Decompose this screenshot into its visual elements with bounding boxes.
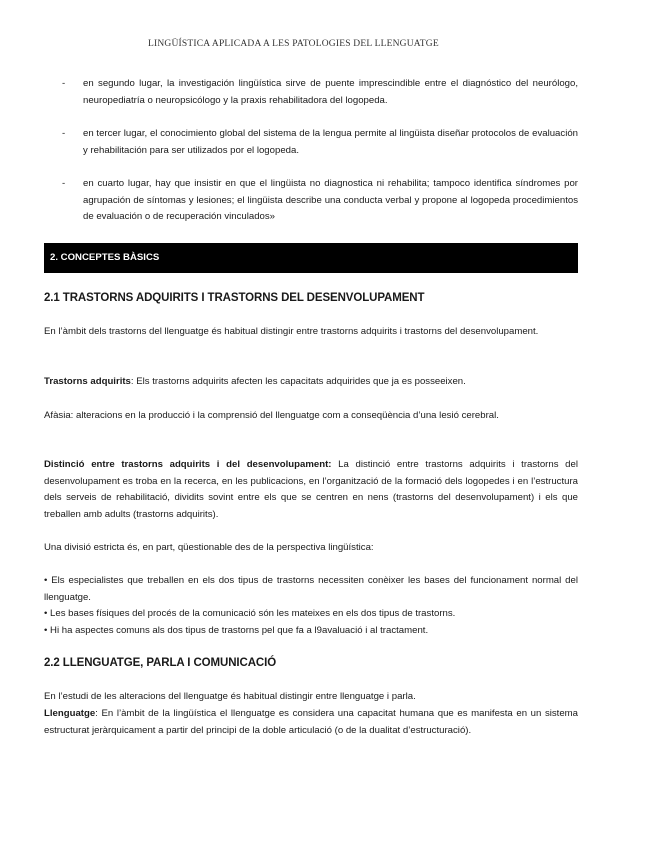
aphasia-paragraph: Afàsia: alteracions en la producció i la comprensió del llenguatge com a conseqüència d’una lesió cerebral. xyxy=(44,410,499,421)
acquired-label: Trastorns adquirits xyxy=(44,376,131,387)
list-item-text: en cuarto lugar, hay que insistir en que el lingüista no diagnostica ni rehabilita; tampoco identifica síndromes por agrupación de síntomas y lesiones; el lingüista describe una conducta verbal y propone al logopeda procedimientos de evaluación o de recuperación vinculados» xyxy=(83,178,578,222)
dash-marker: - xyxy=(62,178,66,189)
bullet-item: • Els especialistes que treballen en els dos tipus de trastorns necessiten conèixer les bases del funcionament normal del llenguatge. xyxy=(44,575,578,603)
acquired-paragraph xyxy=(44,374,578,391)
bullet-item: • Hi ha aspectes comuns als dos tipus de trastorns pel que fa a l9avaluació i al tractament. xyxy=(44,624,429,636)
list-item-text: en segundo lugar, la investigación lingüística sirve de puente imprescindible entre el diagnóstico del neurólogo, neuropediatría o neuropsicólogo y la praxis rehabilitadora del logopeda. xyxy=(83,78,578,106)
list-item xyxy=(44,176,578,226)
distinction-paragraph xyxy=(44,457,578,523)
intro-paragraph: En l’àmbit dels trastorns del llenguatge és habitual distingir entre trastorns adquirits i trastorns del desenvolupament. xyxy=(44,326,539,337)
list-item-text: en tercer lugar, el conocimiento global del sistema de la lengua permite al lingüista diseñar protocolos de evaluación y rehabilitación para ser utilizados por el logopeda. xyxy=(83,128,578,156)
distinction-text: La distinció entre trastorns adquirits i trastorns del desenvolupament es troba en la recerca, en les publicacions, en l’organització de la formació dels logopedes i en l’estructura dels serveis de rehabilitació, dividits sovint entre els que se centren en nens (trastorns del desenvolupament) i els que treballen amb adults (trastorns adquirits). xyxy=(44,459,578,520)
list-item xyxy=(44,76,578,109)
speech-intro-paragraph: En l’estudi de les alteracions del llenguatge és habitual distingir entre llenguatge i parla. xyxy=(44,691,416,702)
subsection-heading-2-1: 2.1 TRASTORNS ADQUIRITS I TRASTORNS DEL DESENVOLUPAMENT xyxy=(44,292,425,304)
bullet-item: • Les bases físiques del procés de la comunicació són les mateixes en els dos tipus de trastorns. xyxy=(44,608,456,619)
distinction-label: Distinció entre trastorns adquirits i del desenvolupament: xyxy=(44,459,332,470)
dash-marker: - xyxy=(62,128,66,139)
subsection-heading-2-2: 2.2 LLENGUATGE, PARLA I COMUNICACIÓ xyxy=(44,657,277,669)
language-text: : En l’àmbit de la lingüística el llenguatge es considera una capacitat humana que es manifesta en un sistema estructurat jeràrquicament a partir del principi de la doble articulació (o de la dualitat d’estructuració). xyxy=(44,708,578,736)
running-header: LINGÜÍSTICA APLICADA A LES PATOLOGIES DEL LLENGUATGE xyxy=(148,39,439,49)
section-title-bar: 2. CONCEPTES BÀSICS xyxy=(44,243,578,273)
language-paragraph xyxy=(44,706,578,739)
bullet-list xyxy=(44,573,578,639)
division-paragraph: Una divisió estricta és, en part, qüestionable des de la perspectiva lingüística: xyxy=(44,542,374,553)
language-label: Llenguatge xyxy=(44,708,96,719)
dash-marker: - xyxy=(62,78,66,89)
dash-list xyxy=(44,76,578,243)
list-item xyxy=(44,126,578,159)
acquired-text: : Els trastorns adquirits afecten les capacitats adquirides que ja es posseeixen. xyxy=(130,376,466,387)
